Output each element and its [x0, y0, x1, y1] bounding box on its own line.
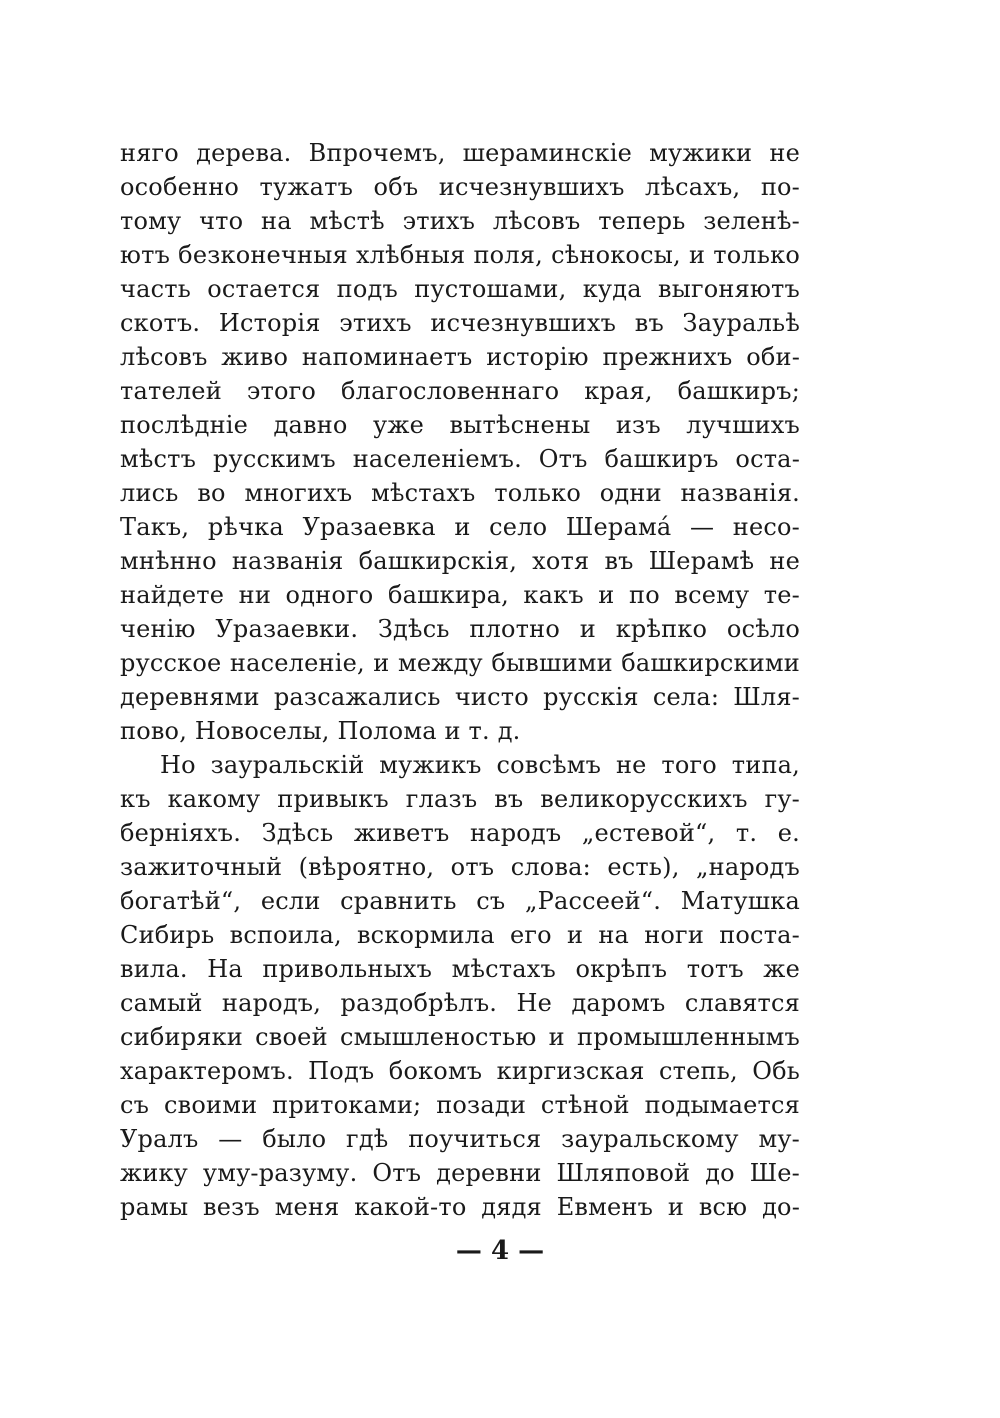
- text-line: лись во многихъ мѣстахъ только одни названія.: [120, 479, 800, 507]
- text-line: Уралъ — было гдѣ поучиться зауральскому му-: [120, 1125, 800, 1153]
- text-line: берніяхъ. Здѣсь живетъ народъ „естевой“, т. е.: [120, 819, 800, 847]
- text-line: вила. На привольныхъ мѣстахъ окрѣпъ тотъ же: [120, 955, 800, 983]
- text-line: жику уму-разуму. Отъ деревни Шляповой до Ше-: [120, 1159, 800, 1187]
- text-line: богатѣй“, если сравнить съ „Рассеей“. Матушка: [120, 887, 800, 915]
- text-line: сибиряки своей смышленостью и промышленнымъ: [120, 1023, 800, 1051]
- text-line: найдете ни одного башкира, какъ и по всему те-: [120, 581, 800, 609]
- text-line: тому что на мѣстѣ этихъ лѣсовъ теперь зеленѣ-: [120, 207, 800, 235]
- text-line: съ своими притоками; позади стѣной подымается: [120, 1091, 800, 1119]
- text-line: лѣсовъ живо напоминаетъ исторію прежнихъ оби-: [120, 343, 800, 371]
- text-line: рамы везъ меня какой-то дядя Евменъ и всю до-: [120, 1193, 800, 1221]
- text-line: зажиточный (вѣроятно, отъ слова: есть), „народъ: [120, 853, 800, 881]
- text-line: Но зауральскій мужикъ совсѣмъ не того типа,: [160, 751, 800, 779]
- paragraph-2: [120, 748, 800, 1224]
- page-number: — 4 —: [455, 1236, 545, 1266]
- text-line: послѣдніе давно уже вытѣснены изъ лучшихъ: [120, 411, 800, 439]
- text-line: тателей этого благословеннаго края, башкиръ;: [120, 377, 800, 405]
- text-line: деревнями разсажались чисто русскія села: Шля-: [120, 683, 800, 711]
- text-line: часть остается подъ пустошами, куда выгоняютъ: [120, 275, 800, 303]
- text-line: самый народъ, раздобрѣлъ. Не даромъ славятся: [120, 989, 800, 1017]
- body-text: [120, 136, 800, 1224]
- text-line: ютъ безконечныя хлѣбныя поля, сѣнокосы, и только: [120, 241, 800, 269]
- text-line: няго дерева. Впрочемъ, шераминскіе мужики не: [120, 139, 800, 167]
- text-line: русское населеніе, и между бывшими башкирскими: [120, 649, 800, 677]
- text-line: къ какому привыкъ глазъ въ великорусскихъ гу-: [120, 785, 800, 813]
- text-line: пово, Новоселы, Полома и т. д.: [120, 717, 521, 745]
- text-line: Такъ, рѣчка Уразаевка и село Шерама́ — несо-: [120, 513, 800, 541]
- text-line: скотъ. Исторія этихъ исчезнувшихъ въ Зауральѣ: [120, 309, 800, 337]
- text-line: особенно тужатъ объ исчезнувшихъ лѣсахъ, по-: [120, 173, 800, 201]
- text-line: характеромъ. Подъ бокомъ киргизская степь, Обь: [120, 1057, 800, 1085]
- text-line: Сибирь вспоила, вскормила его и на ноги поста-: [120, 921, 800, 949]
- text-line: мнѣнно названія башкирскія, хотя въ Шерамѣ не: [120, 547, 800, 575]
- text-line: ченію Уразаевки. Здѣсь плотно и крѣпко осѣло: [120, 615, 800, 643]
- paragraph-1: [120, 136, 800, 748]
- text-line: мѣстъ русскимъ населеніемъ. Отъ башкиръ оста-: [120, 445, 800, 473]
